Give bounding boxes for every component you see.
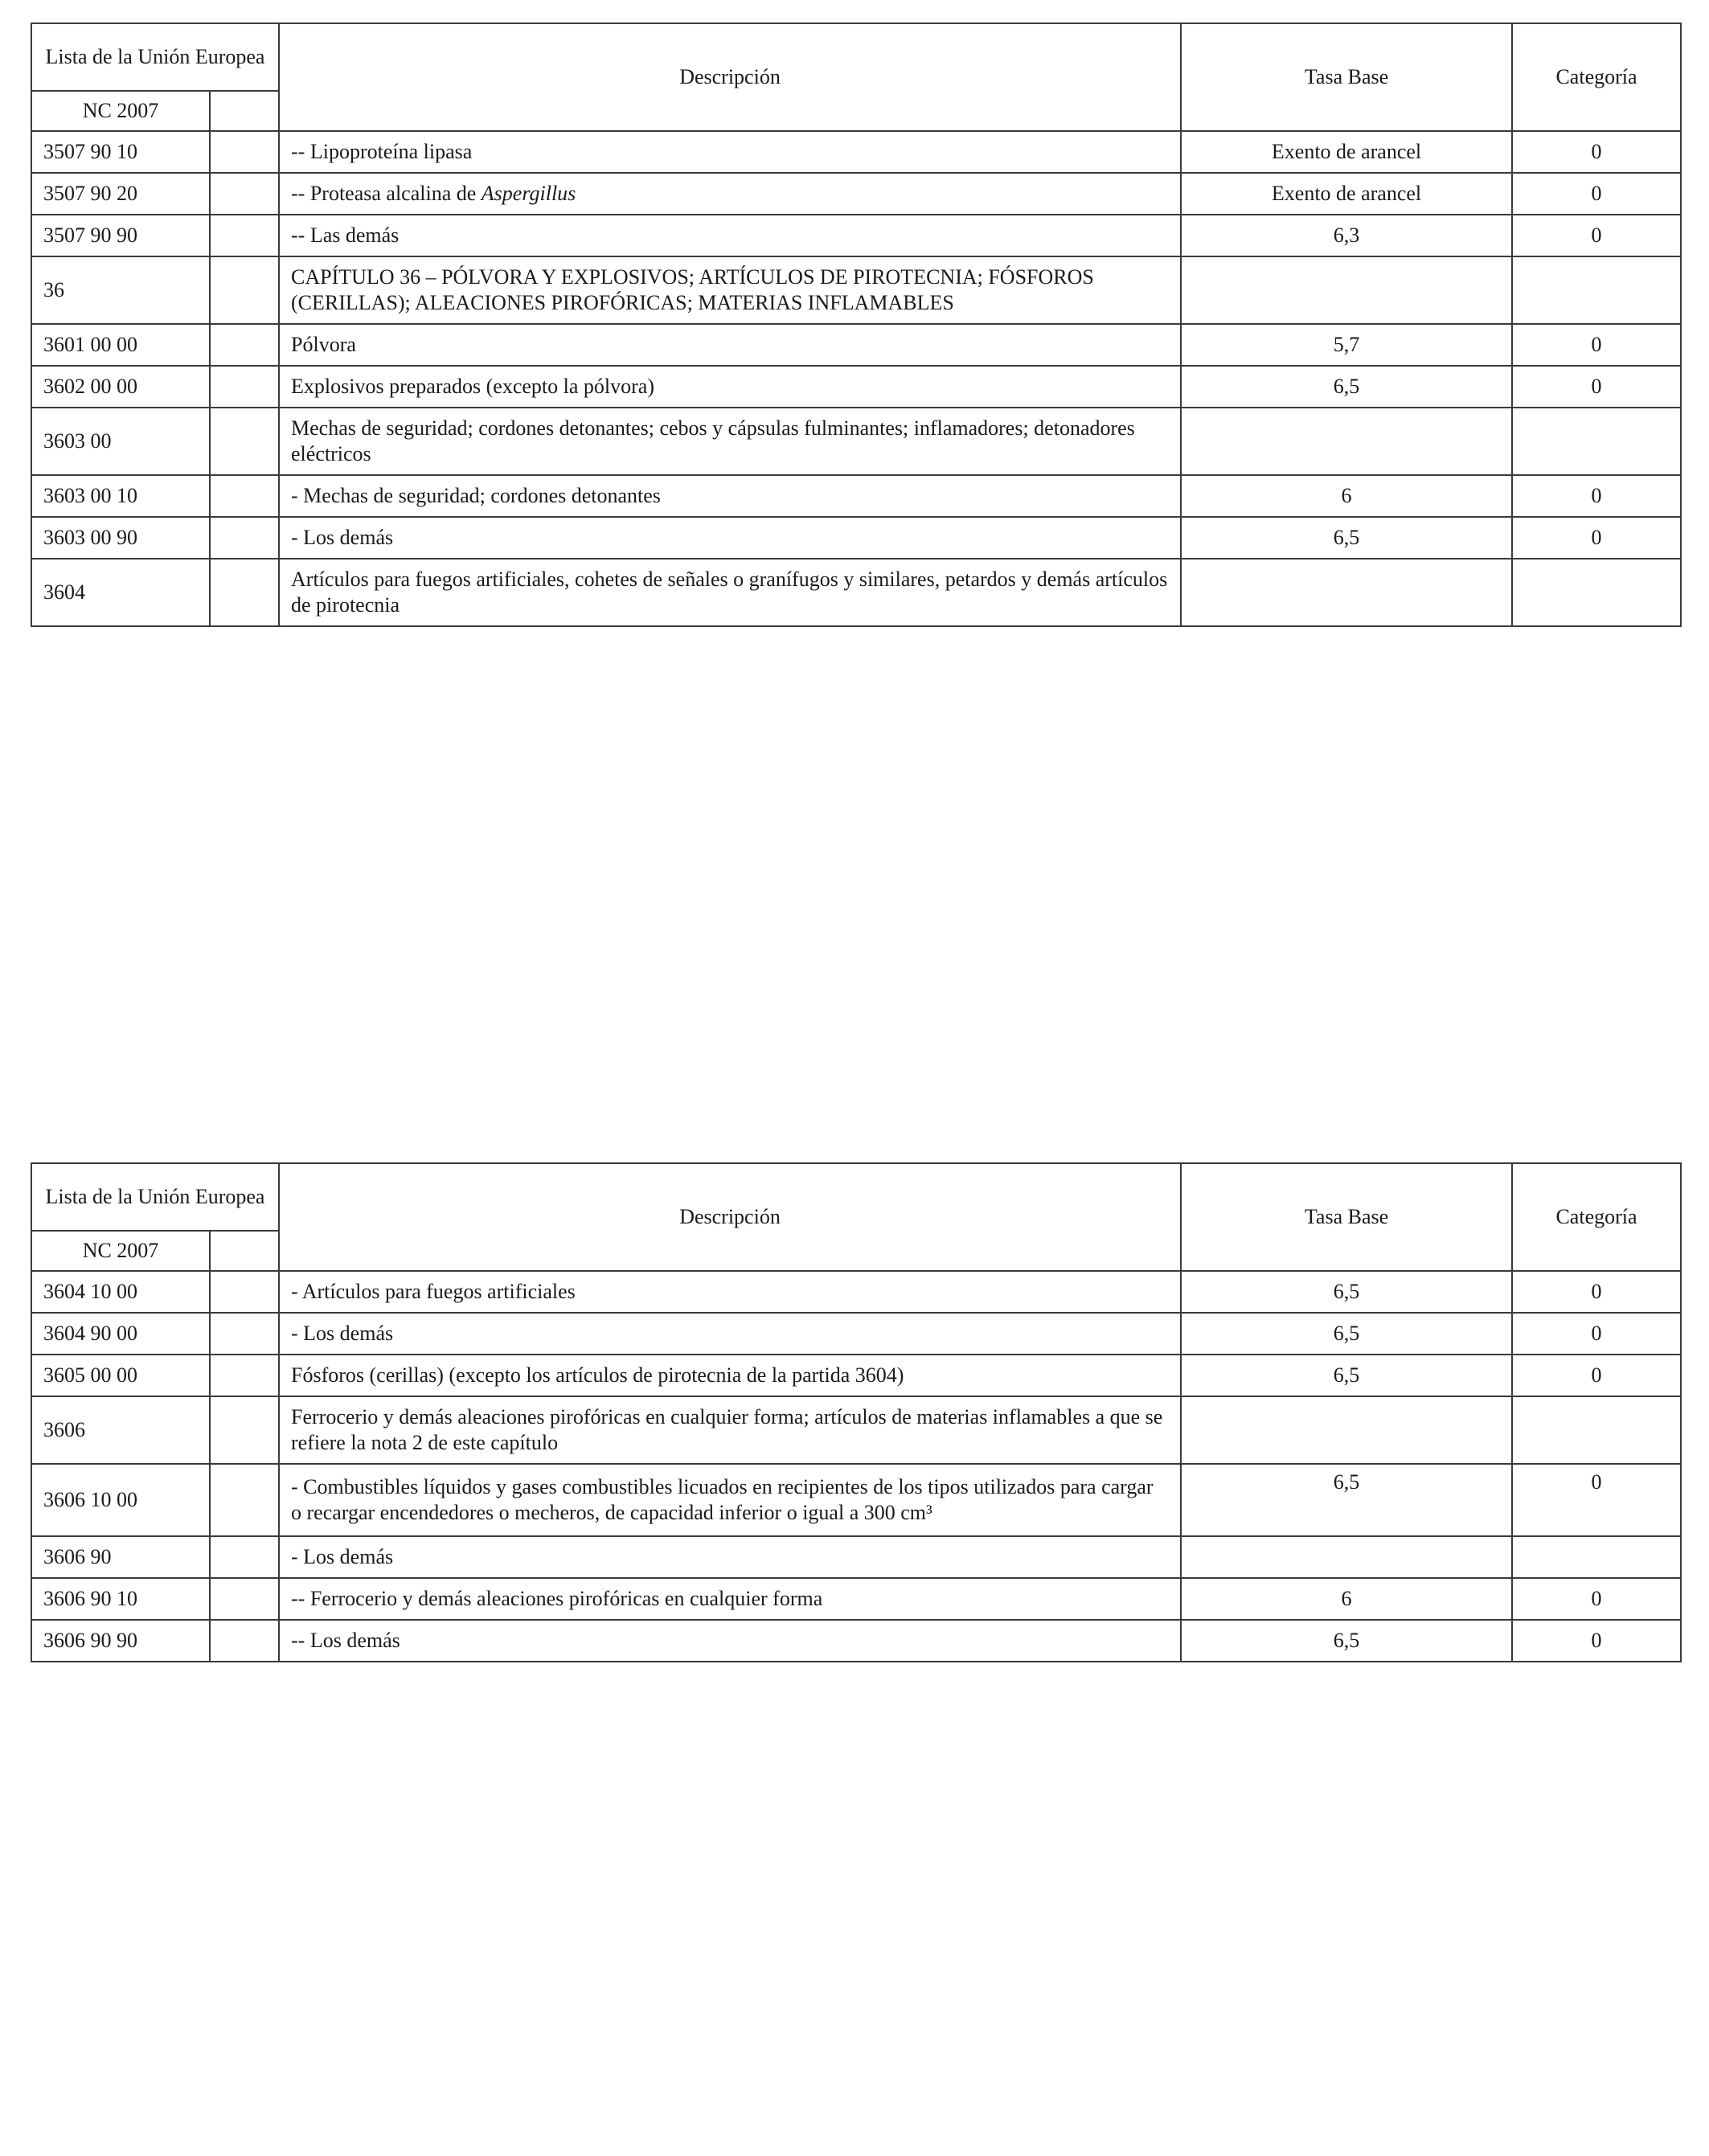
table-row — [31, 408, 1681, 475]
base-rate: Exento de arancel — [1181, 131, 1512, 173]
base-rate: 6,5 — [1181, 1271, 1512, 1313]
blank-cell — [210, 517, 279, 559]
blank-cell — [210, 1536, 279, 1578]
category — [1512, 408, 1681, 475]
blank-cell — [210, 215, 279, 256]
base-rate — [1181, 1536, 1512, 1578]
description: - Artículos para fuegos artificiales — [279, 1271, 1181, 1313]
description: Explosivos preparados (excepto la pólvora) — [279, 366, 1181, 408]
description: Fósforos (cerillas) (excepto los artículos de pirotecnia de la partida 3604) — [279, 1355, 1181, 1396]
description: Pólvora — [279, 324, 1181, 366]
table-row — [31, 324, 1681, 366]
cn-code: 3507 90 90 — [31, 215, 210, 256]
description-italic-text: Aspergillus — [481, 182, 576, 205]
category: 0 — [1512, 1578, 1681, 1620]
category — [1512, 559, 1681, 626]
cn-code: 3606 90 10 — [31, 1578, 210, 1620]
description: -- Los demás — [279, 1620, 1181, 1662]
base-rate: 6,5 — [1181, 517, 1512, 559]
blank-cell — [210, 256, 279, 324]
header-nc-2007: NC 2007 — [31, 1231, 210, 1271]
description: -- Lipoproteína lipasa — [279, 131, 1181, 173]
cn-code: 3605 00 00 — [31, 1355, 210, 1396]
category — [1512, 1396, 1681, 1464]
base-rate: 6,5 — [1181, 366, 1512, 408]
base-rate: 6,3 — [1181, 215, 1512, 256]
base-rate — [1181, 1396, 1512, 1464]
base-rate — [1181, 256, 1512, 324]
description-text: -- Proteasa alcalina de — [291, 182, 482, 205]
blank-cell — [210, 366, 279, 408]
cn-code: 3606 90 90 — [31, 1620, 210, 1662]
table-row — [31, 475, 1681, 517]
blank-cell — [210, 1578, 279, 1620]
base-rate: 6,5 — [1181, 1620, 1512, 1662]
category: 0 — [1512, 517, 1681, 559]
description: Mechas de seguridad; cordones detonantes; cebos y cápsulas fulminantes; inflamadores; detonadores eléctricos — [279, 408, 1181, 475]
cn-code: 3604 — [31, 559, 210, 626]
blank-cell — [210, 1271, 279, 1313]
blank-cell — [210, 1313, 279, 1355]
header-nc-2007: NC 2007 — [31, 91, 210, 131]
table-row — [31, 1355, 1681, 1396]
category: 0 — [1512, 1355, 1681, 1396]
description: - Los demás — [279, 1313, 1181, 1355]
cn-code: 3606 90 — [31, 1536, 210, 1578]
table-row — [31, 1396, 1681, 1464]
header-description: Descripción — [279, 23, 1181, 131]
cn-code: 3603 00 10 — [31, 475, 210, 517]
cn-code: 3601 00 00 — [31, 324, 210, 366]
cn-code: 3507 90 20 — [31, 173, 210, 215]
base-rate: 6,5 — [1181, 1313, 1512, 1355]
table-row — [31, 1271, 1681, 1313]
cn-code: 3507 90 10 — [31, 131, 210, 173]
cn-code: 3603 00 — [31, 408, 210, 475]
description: - Los demás — [279, 517, 1181, 559]
table-row — [31, 1578, 1681, 1620]
blank-cell — [210, 324, 279, 366]
description: -- Las demás — [279, 215, 1181, 256]
category: 0 — [1512, 173, 1681, 215]
table-row — [31, 1464, 1681, 1536]
category: 0 — [1512, 366, 1681, 408]
base-rate — [1181, 408, 1512, 475]
blank-cell — [210, 173, 279, 215]
header-category: Categoría — [1512, 23, 1681, 131]
blank-cell — [210, 1396, 279, 1464]
table-row — [31, 559, 1681, 626]
description: Ferrocerio y demás aleaciones pirofóricas en cualquier forma; artículos de materias inflamables a que se refiere la nota 2 de este capítulo — [279, 1396, 1181, 1464]
table-row — [31, 131, 1681, 173]
header-blank-cell — [210, 91, 279, 131]
category: 0 — [1512, 1464, 1681, 1536]
header-blank-cell — [210, 1231, 279, 1271]
category — [1512, 1536, 1681, 1578]
description: -- Ferrocerio y demás aleaciones pirofóricas en cualquier forma — [279, 1578, 1181, 1620]
header-list-ue: Lista de la Unión Europea — [31, 1163, 279, 1231]
description: - Mechas de seguridad; cordones detonantes — [279, 475, 1181, 517]
cn-code: 36 — [31, 256, 210, 324]
base-rate: 6 — [1181, 1578, 1512, 1620]
table-row — [31, 256, 1681, 324]
base-rate: Exento de arancel — [1181, 173, 1512, 215]
header-description: Descripción — [279, 1163, 1181, 1271]
table-row — [31, 366, 1681, 408]
blank-cell — [210, 408, 279, 475]
cn-code: 3606 — [31, 1396, 210, 1464]
blank-cell — [210, 1620, 279, 1662]
category: 0 — [1512, 1620, 1681, 1662]
table-row — [31, 1536, 1681, 1578]
cn-code: 3604 10 00 — [31, 1271, 210, 1313]
blank-cell — [210, 1355, 279, 1396]
base-rate: 6 — [1181, 475, 1512, 517]
description: Artículos para fuegos artificiales, cohetes de señales o granífugos y similares, petardos y demás artículos de pirotecnia — [279, 559, 1181, 626]
cn-code: 3606 10 00 — [31, 1464, 210, 1536]
description — [279, 173, 1181, 215]
blank-cell — [210, 1464, 279, 1536]
cn-code: 3604 90 00 — [31, 1313, 210, 1355]
category — [1512, 256, 1681, 324]
header-row — [31, 1163, 1681, 1231]
header-category: Categoría — [1512, 1163, 1681, 1271]
header-base-rate: Tasa Base — [1181, 23, 1512, 131]
table-row — [31, 215, 1681, 256]
category: 0 — [1512, 1271, 1681, 1313]
blank-cell — [210, 475, 279, 517]
table-row — [31, 517, 1681, 559]
header-row — [31, 23, 1681, 91]
header-list-ue: Lista de la Unión Europea — [31, 23, 279, 91]
description: CAPÍTULO 36 – PÓLVORA Y EXPLOSIVOS; ARTÍCULOS DE PIROTECNIA; FÓSFOROS (CERILLAS); ALEACIONES PIROFÓRICAS; MATERIAS INFLAMABLES — [279, 256, 1181, 324]
blank-cell — [210, 559, 279, 626]
table-row — [31, 1620, 1681, 1662]
category: 0 — [1512, 324, 1681, 366]
blank-cell — [210, 131, 279, 173]
base-rate: 5,7 — [1181, 324, 1512, 366]
tariff-table-2 — [31, 1162, 1682, 1662]
tariff-table-1 — [31, 23, 1682, 627]
table-row — [31, 173, 1681, 215]
category: 0 — [1512, 475, 1681, 517]
base-rate: 6,5 — [1181, 1464, 1512, 1536]
description: - Los demás — [279, 1536, 1181, 1578]
cn-code: 3603 00 90 — [31, 517, 210, 559]
category: 0 — [1512, 131, 1681, 173]
cn-code: 3602 00 00 — [31, 366, 210, 408]
table-row — [31, 1313, 1681, 1355]
base-rate: 6,5 — [1181, 1355, 1512, 1396]
category: 0 — [1512, 215, 1681, 256]
base-rate — [1181, 559, 1512, 626]
description: - Combustibles líquidos y gases combustibles licuados en recipientes de los tipos utilizados para cargar o recargar encendedores o mecheros, de capacidad inferior o igual a 300 cm³ — [279, 1464, 1181, 1536]
header-base-rate: Tasa Base — [1181, 1163, 1512, 1271]
category: 0 — [1512, 1313, 1681, 1355]
